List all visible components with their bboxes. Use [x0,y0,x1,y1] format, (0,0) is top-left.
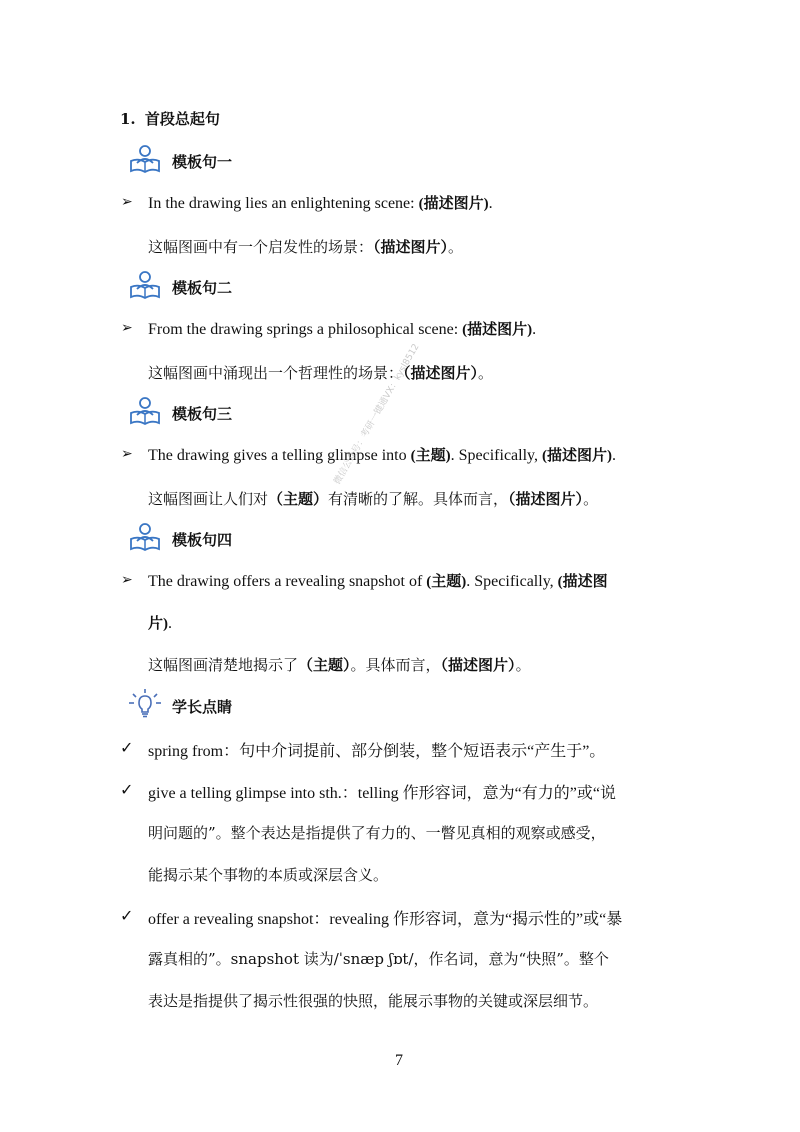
tip-2-line-3: 能揭示某个事物的本质或深层含义。 [148,866,389,884]
section-number: 1. [120,110,136,128]
reading-person-icon [128,144,162,174]
template-3-english: The drawing gives a telling glimpse into (主题). Specifically, (描述图片). [148,447,616,464]
tip-2-line-2: 明问题的”。整个表达是指提供了有力的、一瞥见真相的观察或感受， [148,824,606,842]
checkmark-icon: ✓ [120,780,134,799]
template-1-english: In the drawing lies an enlightening scene: (描述图片). [148,195,493,212]
template-2-chinese: 这幅图画中涌现出一个哲理性的场景：（描述图片）。 [148,364,494,382]
arrow-bullet-icon: ➢ [121,320,133,336]
checkmark-icon: ✓ [120,738,134,757]
tip-3-line-2: 露真相的”。snapshot 读为/ˈsnæp ʃɒt/，作名词，意为“快照”。整个 [148,950,609,968]
template-4-chinese: 这幅图画清楚地揭示了（主题）。具体而言，（描述图片）。 [148,656,531,674]
section-heading [120,108,220,129]
tip-1-line-1: spring from：句中介词提前、部分倒装，整个短语表示“产生于”。 [148,743,606,760]
reading-person-icon [128,522,162,552]
tip-2-line-1: give a telling glimpse into sth.：telling 作形容词，意为“有力的”或“说 [148,785,616,802]
template-4-english-line2: 片). [148,615,172,632]
template-4-title: 模板句四 [172,531,233,549]
reading-person-icon [128,270,162,300]
arrow-bullet-icon: ➢ [121,572,133,588]
template-1-title: 模板句一 [172,153,233,171]
tips-title: 学长点睛 [172,698,233,716]
lightbulb-icon [128,688,162,718]
arrow-bullet-icon: ➢ [121,446,133,462]
tip-3-line-3: 表达是指提供了揭示性很强的快照，能展示事物的关键或深层细节。 [148,992,599,1010]
template-2-english: From the drawing springs a philosophical scene: (描述图片). [148,321,537,338]
template-2-title: 模板句二 [172,279,233,297]
watermark: 微信公众号：考研一键通VX：kysl8512 [332,342,422,487]
template-3-title: 模板句三 [172,405,233,423]
section-title: 首段总起句 [144,110,220,128]
tip-3-line-1: offer a revealing snapshot：revealing 作形容词，意为“揭示性的”或“暴 [148,911,623,928]
template-3-chinese: 这幅图画让人们对（主题）有清晰的了解。具体而言，（描述图片）。 [148,490,599,508]
checkmark-icon: ✓ [120,906,134,925]
page-number: 7 [395,1052,403,1069]
template-1-chinese: 这幅图画中有一个启发性的场景：（描述图片）。 [148,238,464,256]
template-4-english: The drawing offers a revealing snapshot of (主题). Specifically, (描述图 [148,573,608,590]
arrow-bullet-icon: ➢ [121,194,133,210]
reading-person-icon [128,396,162,426]
